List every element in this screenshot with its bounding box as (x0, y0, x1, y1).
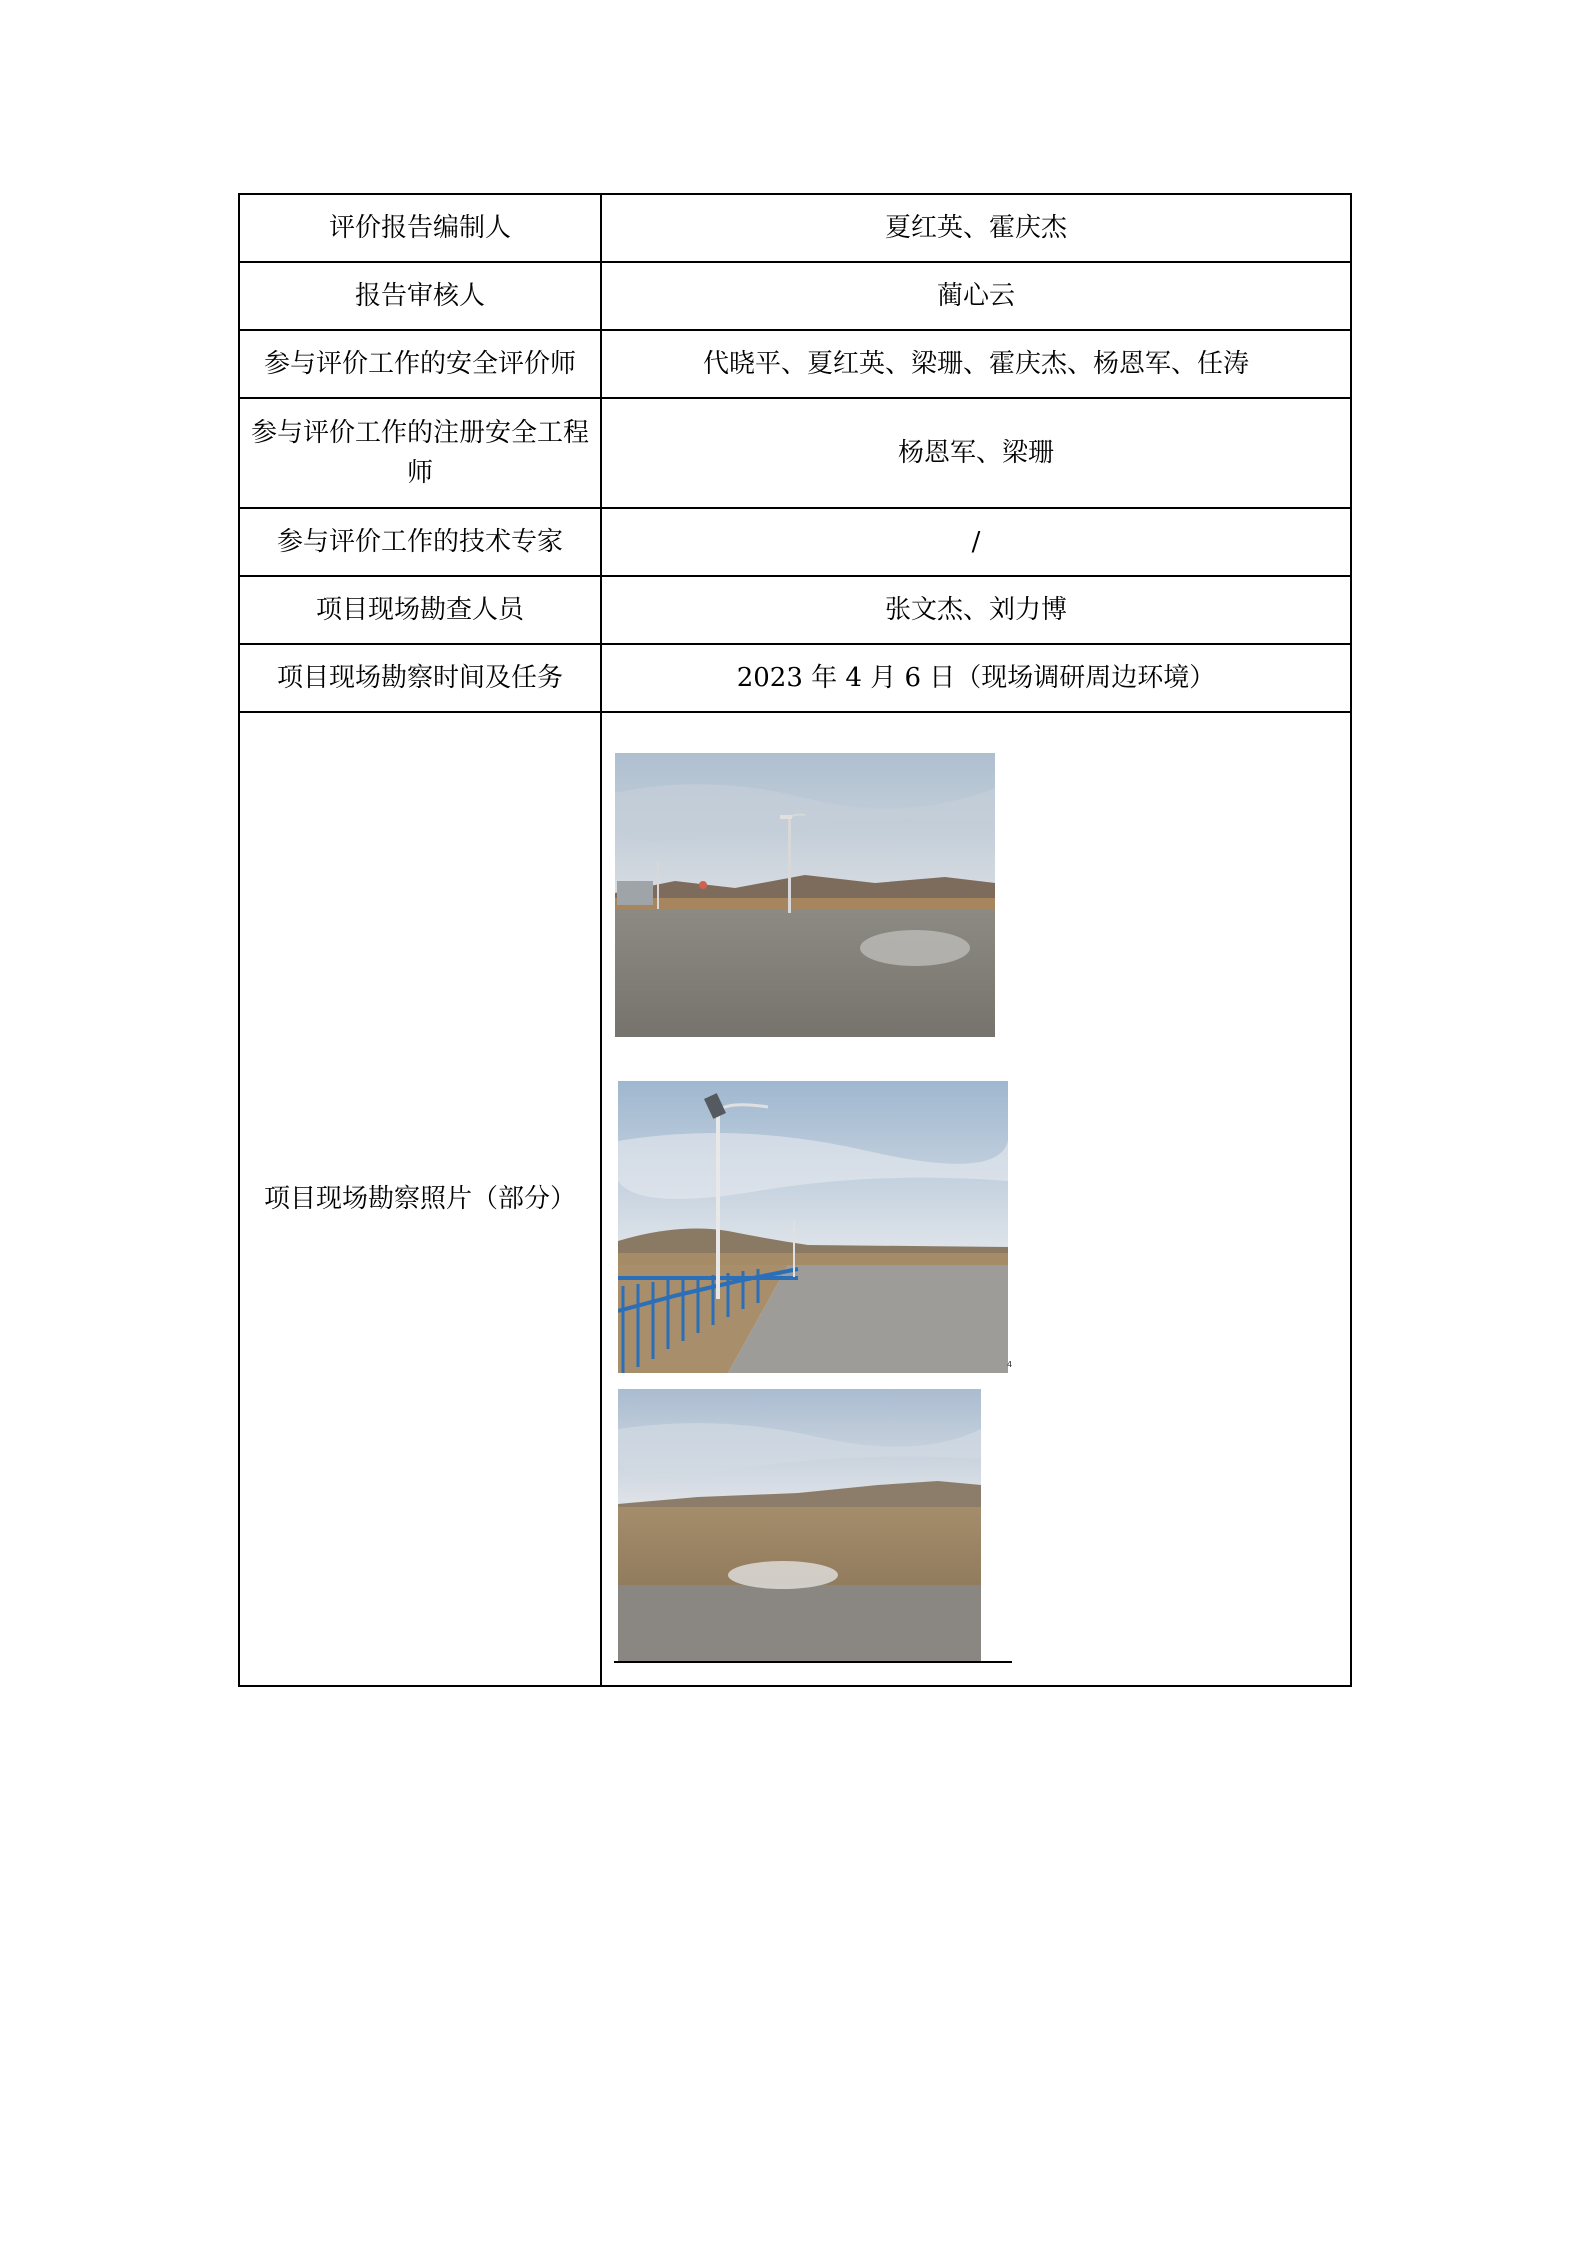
table-row (239, 508, 1351, 576)
row-label: 参与评价工作的安全评价师 (239, 330, 601, 398)
photo-underline (614, 1661, 1012, 1663)
row-label: 评价报告编制人 (239, 194, 601, 262)
row-value: 夏红英、霍庆杰 (601, 194, 1351, 262)
table-row (239, 194, 1351, 262)
photos-cell (601, 712, 1351, 1686)
table-row (239, 262, 1351, 330)
table-row (239, 330, 1351, 398)
row-value: 杨恩军、梁珊 (601, 398, 1351, 508)
row-label: 报告审核人 (239, 262, 601, 330)
photos-label: 项目现场勘察照片（部分） (239, 712, 601, 1686)
row-label: 参与评价工作的注册安全工程师 (239, 398, 601, 508)
table-row (239, 398, 1351, 508)
site-photo-2 (618, 1081, 1008, 1373)
row-label: 项目现场勘查人员 (239, 576, 601, 644)
row-label: 参与评价工作的技术专家 (239, 508, 601, 576)
photo-mark: 4 (1007, 1360, 1013, 1369)
row-value: 2023 年 4 月 6 日（现场调研周边环境） (601, 644, 1351, 712)
table-row (239, 576, 1351, 644)
site-photo-3 (618, 1389, 981, 1661)
row-label: 项目现场勘察时间及任务 (239, 644, 601, 712)
report-info-table (238, 193, 1352, 1687)
row-value: / (601, 508, 1351, 576)
table-row (239, 644, 1351, 712)
table-row-photos (239, 712, 1351, 1686)
row-value: 蔺心云 (601, 262, 1351, 330)
row-value: 张文杰、刘力博 (601, 576, 1351, 644)
site-photo-1 (615, 753, 995, 1037)
row-value: 代晓平、夏红英、梁珊、霍庆杰、杨恩军、任涛 (601, 330, 1351, 398)
